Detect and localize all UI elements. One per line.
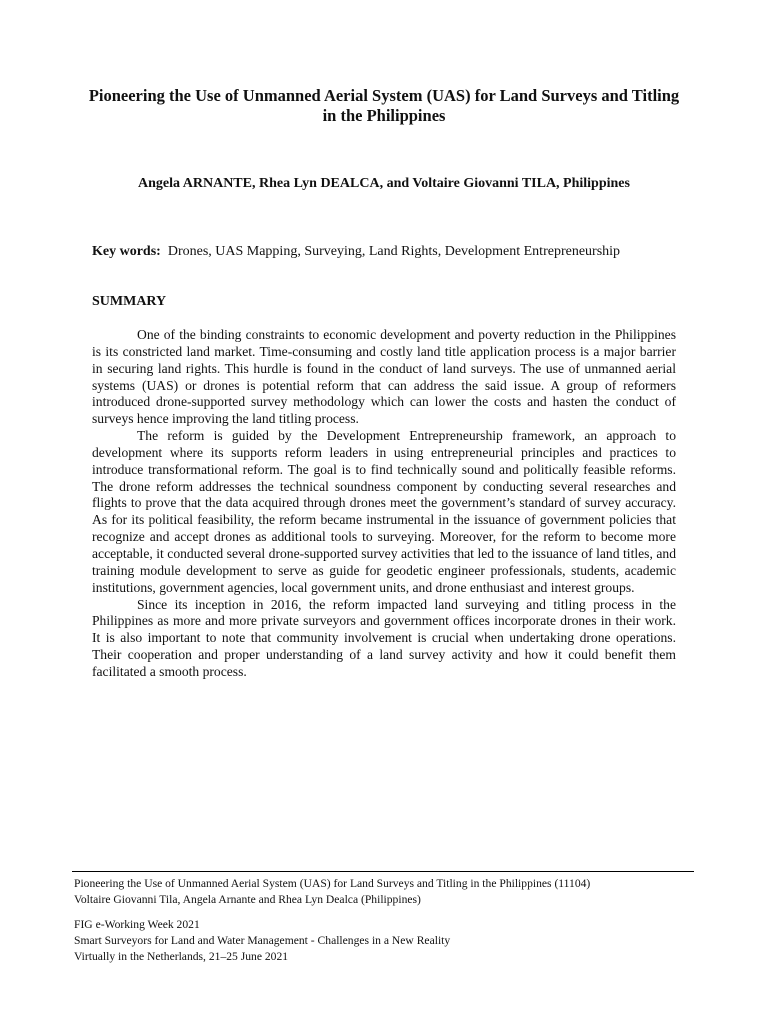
summary-heading: SUMMARY bbox=[92, 294, 167, 309]
keywords-label: Key words: bbox=[92, 244, 161, 259]
summary-paragraph-1: One of the binding constraints to economic development and poverty reduction in the Philippines is its constricted land market. Time-consuming and costly land title application process is a major barrier in securing land rights. This hurdle is found in the conduct of land surveys. The use of unmanned aerial systems (UAS) or drones is potential reform that can address the said issue. A group of reformers introduced drone-supported survey methodology which can lower the costs and hasten the conduct of surveys hence improving the land titling process. bbox=[92, 327, 676, 427]
author-list: Angela ARNANTE, Rhea Lyn DEALCA, and Voltaire Giovanni TILA, Philippines bbox=[138, 176, 630, 191]
page-footer bbox=[74, 876, 694, 965]
footer-spacer bbox=[74, 908, 694, 917]
keywords-text: Drones, UAS Mapping, Surveying, Land Rights, Development Entrepreneurship bbox=[167, 244, 621, 259]
summary-paragraph-2: The reform is guided by the Development Entrepreneurship framework, an approach to development where its supports reform leaders in using entrepreneurial principles and practices to introduce transformational reform. The goal is to find technically sound and politically feasible reforms. The drone reform addresses the technical soundness component by conducting several researches and flights to prove that the data acquired through drones meet the government’s standard of survey accuracy. As for its political feasibility, the reform became instrumental in the issuance of government policies that recognize and accept drones as additional tools to surveying. Moreover, for the reform to become more acceptable, it conducted several drone-supported survey activities that led to the issuance of land titles, and training module development to serve as guide for geodetic engineer professionals, students, academic institutions, government agencies, local government units, and drone enthusiast and interest groups. bbox=[92, 428, 676, 595]
keywords-line bbox=[92, 243, 692, 261]
footer-location: Virtually in the Netherlands, 21–25 June 2021 bbox=[74, 950, 289, 963]
footer-theme: Smart Surveyors for Land and Water Management - Challenges in a New Reality bbox=[74, 934, 451, 947]
summary-paragraph-3: Since its inception in 2016, the reform impacted land surveying and titling process in the Philippines as more and more private surveyors and government offices incorporate drones in their work. It is also important to note that community involvement is crucial when undertaking drone operations. Their cooperation and proper understanding of a land survey activity and how it could benefit them facilitated a smooth process. bbox=[92, 596, 676, 679]
paper-title: Pioneering the Use of Unmanned Aerial System (UAS) for Land Surveys and Titling in the Philippines bbox=[88, 86, 680, 125]
footer-event: FIG e-Working Week 2021 bbox=[74, 918, 200, 931]
summary-body bbox=[92, 327, 676, 681]
footer-paper-reference: Pioneering the Use of Unmanned Aerial System (UAS) for Land Surveys and Titling in the Philippines (11104) bbox=[74, 877, 591, 890]
footer-divider bbox=[72, 871, 694, 872]
footer-authors: Voltaire Giovanni Tila, Angela Arnante and Rhea Lyn Dealca (Philippines) bbox=[74, 893, 421, 906]
